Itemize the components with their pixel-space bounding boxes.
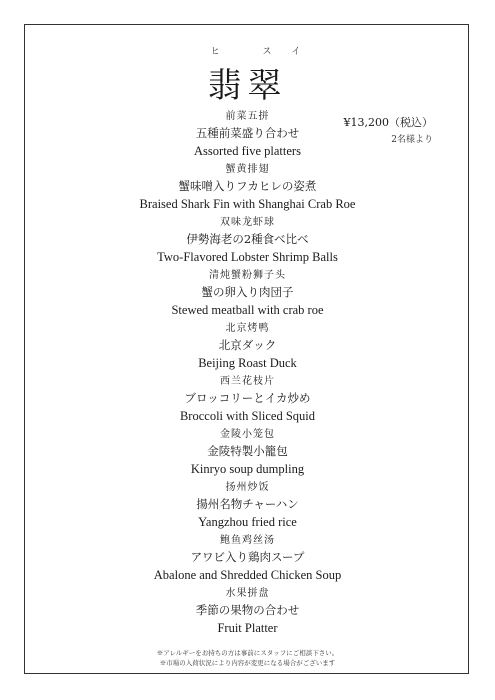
course-japanese-name: 蟹味噌入りフカヒレの姿煮 xyxy=(178,179,317,193)
course-japanese-name: 伊勢海老の2種食べ比べ xyxy=(186,232,309,246)
course-english-name: Fruit Platter xyxy=(217,621,278,635)
course-list xyxy=(0,110,495,640)
course-english-name: Two-Flavored Lobster Shrimp Balls xyxy=(157,250,338,264)
course-chinese-name: 前菜五拼 xyxy=(225,111,270,122)
course-english-name: Assorted five platters xyxy=(194,144,301,158)
footnotes xyxy=(0,648,495,668)
course-item xyxy=(0,375,495,428)
course-chinese-name: 金陵小笼包 xyxy=(220,429,275,440)
course-english-name: Beijing Roast Duck xyxy=(198,356,297,370)
course-japanese-name: 金陵特製小籠包 xyxy=(207,444,288,458)
course-chinese-name: 扬州炒饭 xyxy=(225,482,270,493)
course-item xyxy=(0,534,495,587)
menu-title: 翡翠 xyxy=(207,66,288,106)
course-item xyxy=(0,216,495,269)
course-japanese-name: 北京ダック xyxy=(218,338,277,352)
allergy-note: ※アレルギーをお持ちの方は事前にスタッフにご相談下さい。 xyxy=(156,649,339,657)
minimum-party-note: 2名様より xyxy=(391,135,433,145)
course-english-name: Abalone and Shredded Chicken Soup xyxy=(153,568,342,582)
course-item xyxy=(0,269,495,322)
course-chinese-name: 清炖蟹粉狮子头 xyxy=(209,270,286,281)
course-japanese-name: 揚州名物チャーハン xyxy=(196,497,299,511)
course-japanese-name: 五種前菜盛り合わせ xyxy=(195,126,300,140)
course-chinese-name: 水果拼盘 xyxy=(225,588,270,599)
course-chinese-name: 西兰花枝片 xyxy=(220,376,275,387)
course-chinese-name: 双味龙虾球 xyxy=(220,217,275,228)
course-english-name: Yangzhou fried rice xyxy=(198,515,297,529)
course-japanese-name: 季節の果物の合わせ xyxy=(195,603,300,617)
course-item xyxy=(0,587,495,640)
course-chinese-name: 北京烤鸭 xyxy=(225,323,270,334)
course-price: ¥13,200（税込） xyxy=(343,116,433,129)
course-item xyxy=(0,322,495,375)
course-english-name: Kinryo soup dumpling xyxy=(190,462,305,476)
course-japanese-name: アワビ入り鶏肉スープ xyxy=(190,550,305,564)
course-item xyxy=(0,110,495,163)
course-japanese-name: 蟹の卵入り肉団子 xyxy=(201,285,294,299)
course-chinese-name: 鲍鱼鸡丝汤 xyxy=(220,535,275,546)
course-item xyxy=(0,481,495,534)
course-item xyxy=(0,163,495,216)
course-english-name: Stewed meatball with crab roe xyxy=(171,303,324,317)
course-chinese-name: 蟹黄排翅 xyxy=(225,164,270,175)
course-english-name: Braised Shark Fin with Shanghai Crab Roe xyxy=(139,197,356,211)
market-availability-note: ※市場の入荷状況により内容が変更になる場合がございます xyxy=(159,659,336,667)
course-english-name: Broccoli with Sliced Squid xyxy=(179,409,316,423)
course-japanese-name: ブロッコリーとイカ炒め xyxy=(184,391,311,405)
title-ruby: ヒ スイ xyxy=(210,47,321,57)
course-item xyxy=(0,428,495,481)
